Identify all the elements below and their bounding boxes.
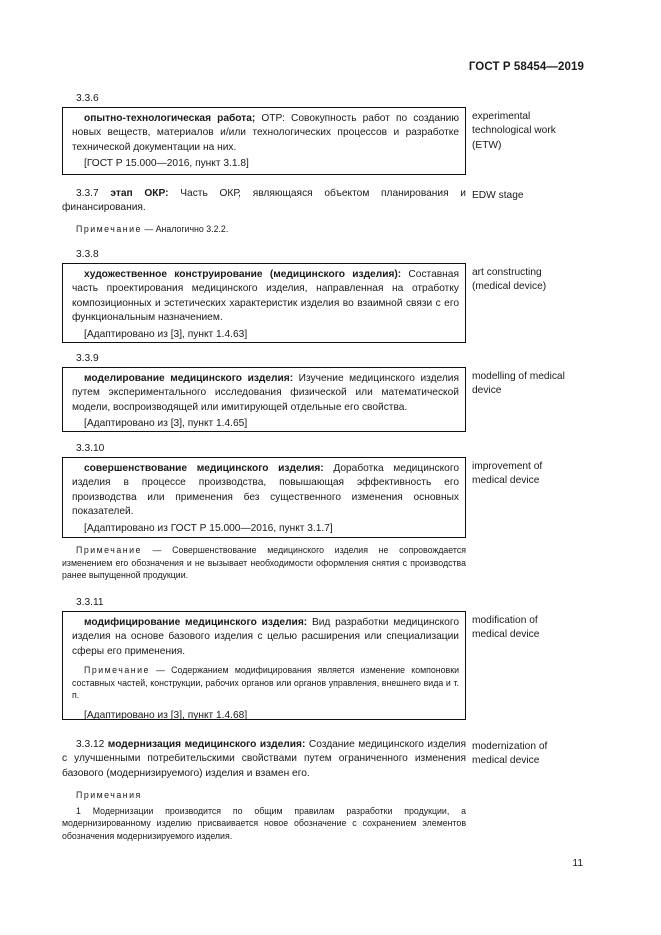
note-label: Примечание — [76, 223, 142, 234]
term-name: этап ОКР: — [110, 188, 169, 199]
standard-designation: ГОСТ Р 58454—2019 — [468, 61, 584, 73]
term-block-3-3-12 — [62, 738, 466, 843]
note-text: — Аналогично 3.2.2. — [141, 223, 229, 234]
term-box-3-3-11 — [62, 611, 466, 720]
term-definition: Составная часть проектирования медицинского изделия, направленная на отработку композиционных и эстетических характеристик изделия во взаимной связи с его функциональным назначением. — [72, 269, 459, 324]
term-source: [Адаптировано из [3], пункт 1.4.65] — [84, 418, 248, 430]
term-name: совершенствование медицинского изделия: — [84, 463, 324, 474]
english-term-3-3-7: EDW stage — [472, 190, 524, 201]
term-definition: Создание медицинского изделия с улучшенными потребительскими свойствами путем ограниченного изменения базового (модернизируемого) изделия и взамен его. — [62, 739, 466, 779]
term-number-3-3-10: 3.3.10 — [76, 443, 105, 454]
term-source: [Адаптировано из [3], пункт 1.4.63] — [84, 328, 248, 340]
english-term-3-3-12: modernization of medical device — [472, 741, 548, 767]
term-number: 3.3.7 — [76, 188, 99, 199]
note-label: Примечание — [76, 545, 142, 555]
note-text: — Совершенствование медицинского изделия не сопровождается изменением его обозначения и не вызывает необходимости оформления снятия с производства ранее выпущенной продукции. — [62, 545, 466, 581]
english-term-3-3-8: art constructing (medical device) — [472, 267, 547, 293]
note-label: Примечание — [84, 665, 150, 676]
note-1: 1 Модернизации производится по общим правилам разработки продукции, а модернизированному изделию присваивается новое обозначение с сохранением элементов обозначения модернизируемого изделия. — [62, 805, 466, 841]
term-number: 3.3.12 — [76, 739, 105, 750]
notes-label: Примечания — [76, 790, 142, 801]
note-3-3-10 — [62, 544, 466, 582]
term-name: модернизация медицинского изделия: — [107, 739, 306, 750]
term-definition: Доработка медицинского изделия в процессе производства, повышающая эффективность его производства или применения без существенного изменения основных показателей. — [72, 463, 459, 518]
english-term-3-3-11: modification of medical device — [472, 615, 540, 641]
term-name: опытно-технологическая работа; — [84, 113, 256, 124]
term-source: [Адаптировано из ГОСТ Р 15.000—2016, пункт 3.1.7] — [84, 522, 333, 534]
term-source: [Адаптировано из [3], пункт 1.4.68] — [84, 710, 248, 721]
term-source: [ГОСТ Р 15.000—2016, пункт 3.1.8] — [84, 158, 249, 170]
note-text: — Содержанием модифицирования является изменение компоновки составных частей, конструкции, рабочих органов или органов управления, внешнего вида и т. п. — [72, 665, 459, 701]
term-number-3-3-11: 3.3.11 — [76, 597, 104, 608]
english-term-3-3-10: improvement of medical device — [472, 461, 543, 487]
term-name: модифицирование медицинского изделия: — [84, 617, 308, 628]
term-box-3-3-6 — [62, 107, 466, 175]
term-definition: Изучение медицинского изделия путем экспериментального исследования физической или математической модели, воспроизводящей или имитирующей отдельные его свойства. — [72, 373, 460, 413]
term-number-3-3-9: 3.3.9 — [76, 353, 99, 364]
term-definition: ОТР: Совокупность работ по созданию новых веществ, материалов и/или технологических процессов и разработке технической документации на них. — [72, 113, 459, 153]
term-block-3-3-7 — [62, 187, 466, 235]
term-definition: Часть ОКР, являющаяся объектом планирования и финансирования. — [62, 188, 466, 214]
term-name: моделирование медицинского изделия: — [84, 373, 294, 384]
term-number-3-3-6: 3.3.6 — [76, 93, 99, 104]
english-term-3-3-9: modelling of medical device — [472, 371, 565, 397]
term-number-3-3-8: 3.3.8 — [76, 249, 99, 260]
page-number: 11 — [572, 858, 583, 869]
term-box-3-3-10 — [62, 457, 466, 538]
term-name: художественное конструирование (медицинского изделия): — [84, 269, 402, 280]
english-term-3-3-6: experimental technological work (ETW) — [472, 111, 556, 151]
term-definition: Вид разработки медицинского изделия на основе базового изделия с целью расширения или специализации сферы его применения. — [72, 617, 459, 657]
term-box-3-3-8 — [62, 263, 466, 343]
term-box-3-3-9 — [62, 367, 466, 432]
